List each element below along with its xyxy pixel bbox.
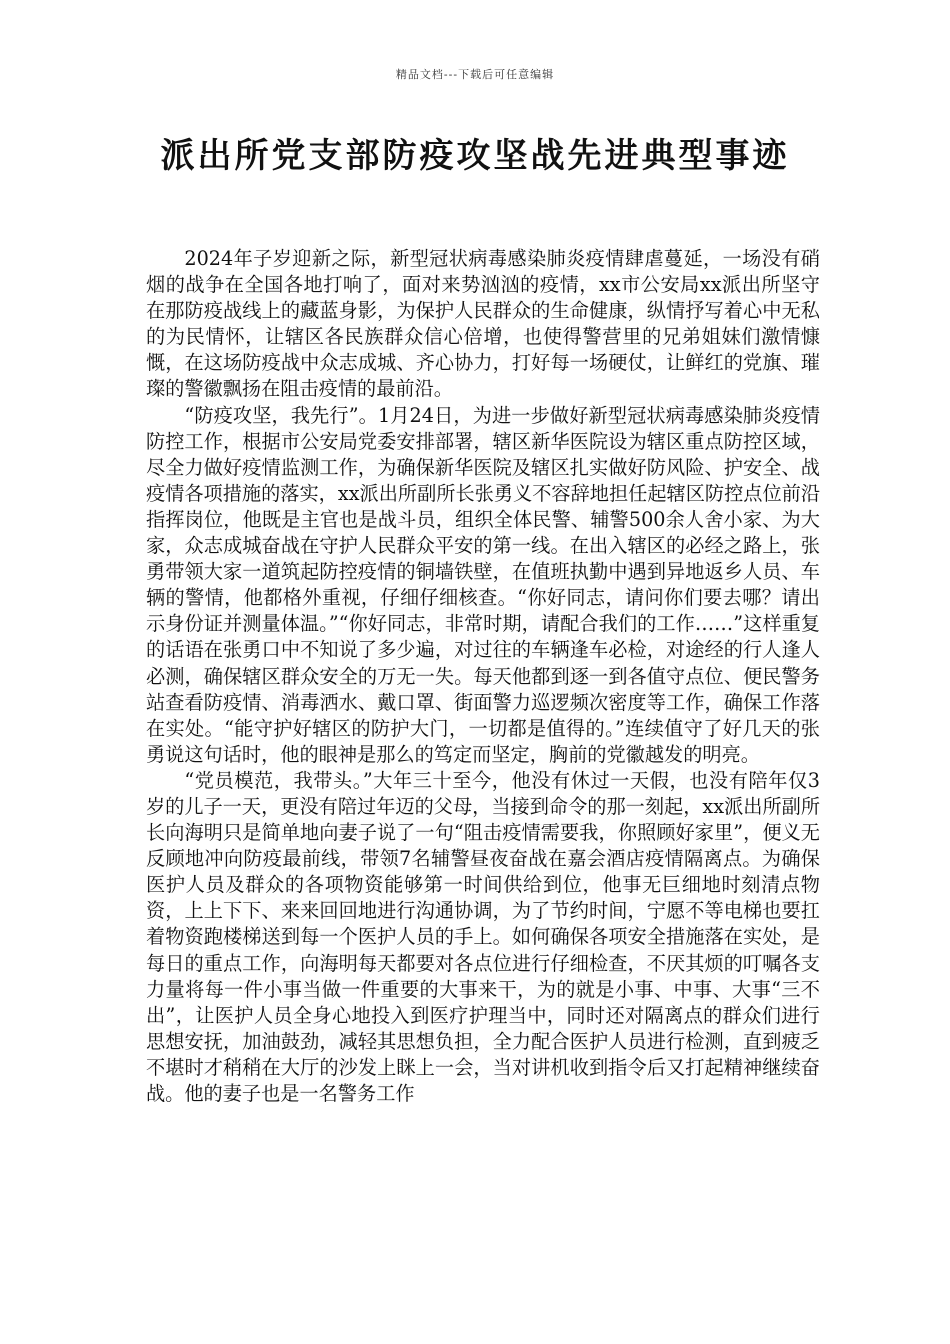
paragraph-1: 2024年子岁迎新之际，新型冠状病毒感染肺炎疫情肆虐蔓延，一场没有硝烟的战争在全国各地打响了，面对来势汹汹的疫情，xx市公安局xx派出所坚守在那防疫战线上的藏蓝身影，为保护人民群众的生命健康，纵情抒写着心中无私的为民情怀，让辖区各民族群众信心倍增，也使得警营里的兄弟姐妹们激情慷慨，在这场防疫战中众志成城、齐心协力，打好每一场硬仗，让鲜红的党旗、璀璨的警徽飘扬在阻击疫情的最前沿。: [146, 247, 820, 401]
document-title: 派出所党支部防疫攻坚战先进典型事迹: [160, 136, 790, 176]
paragraph-2: “防疫攻坚，我先行”。1月24日，为进一步做好新型冠状病毒感染肺炎疫情防控工作，根据市公安局党委安排部署，辖区新华医院设为辖区重点防控区域，尽全力做好疫情监测工作，为确保新华医院及辖区扎实做好防风险、护安全、战疫情各项措施的落实，xx派出所副所长张勇义不容辞地担任起辖区防控点位前沿指挥岗位，他既是主官也是战斗员，组织全体民警、辅警500余人舍小家、为大家，众志成城奋战在守护人民群众平安的第一线。在出入辖区的必经之路上，张勇带领大家一道筑起防控疫情的铜墙铁壁，在值班执勤中遇到异地返乡人员、车辆的警情，他都格外重视，仔细仔细核查。“你好同志，请问你们要去哪？请出示身份证并测量体温。”“你好同志，非常时期，请配合我们的工作……”这样重复的话语在张勇口中不知说了多少遍，对过往的车辆逢车必检，对途经的行人逢人必测，确保辖区群众安全的万无一失。每天他都到逐一到各值守点位、便民警务站查看防疫情、消毒洒水、戴口罩、街面警力巡逻频次密度等工作，确保工作落在实处。“能守护好辖区的防护大门，一切都是值得的。”连续值守了好几天的张勇说这句话时，他的眼神是那么的笃定而坚定，胸前的党徽越发的明亮。: [146, 403, 821, 766]
document-body: [146, 246, 820, 1107]
header-note: 精品文档---下载后可任意编辑: [395, 68, 555, 81]
paragraph-3: “党员模范，我带头。”大年三十至今，他没有休过一天假，也没有陪年仅3岁的儿子一天，更没有陪过年迈的父母，当接到命令的那一刻起，xx派出所副所长向海明只是简单地向妻子说了一句“阻击疫情需要我，你照顾好家里”，便义无反顾地冲向防疫最前线，带领7名辅警昼夜奋战在嘉会酒店疫情隔离点。为确保医护人员及群众的各项物资能够第一时间供给到位，他事无巨细地时刻清点物资，上上下下、来来回回地进行沟通协调，为了节约时间，宁愿不等电梯也要扛着物资跑楼梯送到每一个医护人员的手上。如何确保各项安全措施落在实处，是每日的重点工作，向海明每天都要对各点位进行仔细检查，不厌其烦的叮嘱各支力量将每一件小事当做一件重要的大事来干，为的就是小事、中事、大事“三不出”，让医护人员全身心地投入到医疗护理当中，同时还对隔离点的群众们进行思想安抚，加油鼓劲，减轻其思想负担，全力配合医护人员进行检测，直到疲乏不堪时才稍稍在大厅的沙发上眯上一会，当对讲机收到指令后又打起精神继续奋战。他的妻子也是一名警务工作: [146, 768, 821, 1105]
